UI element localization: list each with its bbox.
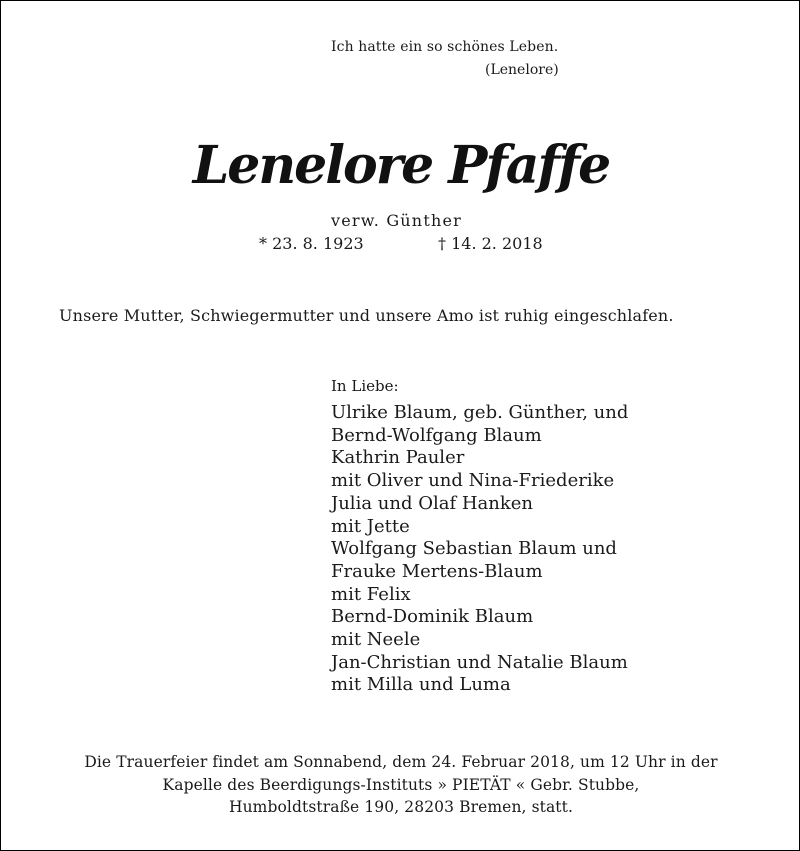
- deceased-name: Lenelore Pfaffe: [192, 135, 610, 196]
- death-date: † 14. 2. 2018: [438, 234, 543, 253]
- family-line: Frauke Mertens-Blaum: [331, 560, 543, 582]
- family-line: Ulrike Blaum, geb. Günther, und: [331, 402, 629, 423]
- service-line: Kapelle des Beerdigungs-Instituts » PIETÄT « Gebr. Stubbe,: [162, 775, 640, 794]
- family-line: Jan-Christian und Natalie Blaum: [331, 651, 628, 673]
- family-line: Bernd-Wolfgang Blaum: [331, 424, 542, 446]
- family-line: Kathrin Pauler: [331, 447, 465, 469]
- intro-text: Unsere Mutter, Schwiegermutter und unsere Amo ist ruhig eingeschlafen.: [59, 306, 674, 325]
- quote-source: (Lenelore): [485, 62, 559, 78]
- family-list: [331, 402, 628, 697]
- family-line: mit Milla und Luma: [331, 674, 511, 696]
- in-love-label: In Liebe:: [331, 377, 399, 395]
- family-line: mit Jette: [331, 515, 410, 537]
- family-line: Bernd-Dominik Blaum: [331, 606, 534, 628]
- family-line: mit Felix: [331, 583, 411, 605]
- former-name: verw. Günther: [331, 211, 462, 230]
- birth-date: * 23. 8. 1923: [259, 234, 364, 253]
- quote-text: Ich hatte ein so schönes Leben.: [331, 39, 559, 55]
- service-line: Die Trauerfeier findet am Sonnabend, dem 24. Februar 2018, um 12 Uhr in der: [84, 753, 718, 771]
- service-line: Humboldtstraße 190, 28203 Bremen, statt.: [228, 798, 573, 816]
- family-line: Wolfgang Sebastian Blaum und: [331, 538, 617, 560]
- family-line: mit Neele: [331, 629, 421, 651]
- family-line: mit Oliver und Nina-Friederike: [331, 470, 615, 492]
- funeral-service-info: [1, 751, 800, 819]
- family-line: Julia und Olaf Hanken: [331, 492, 534, 514]
